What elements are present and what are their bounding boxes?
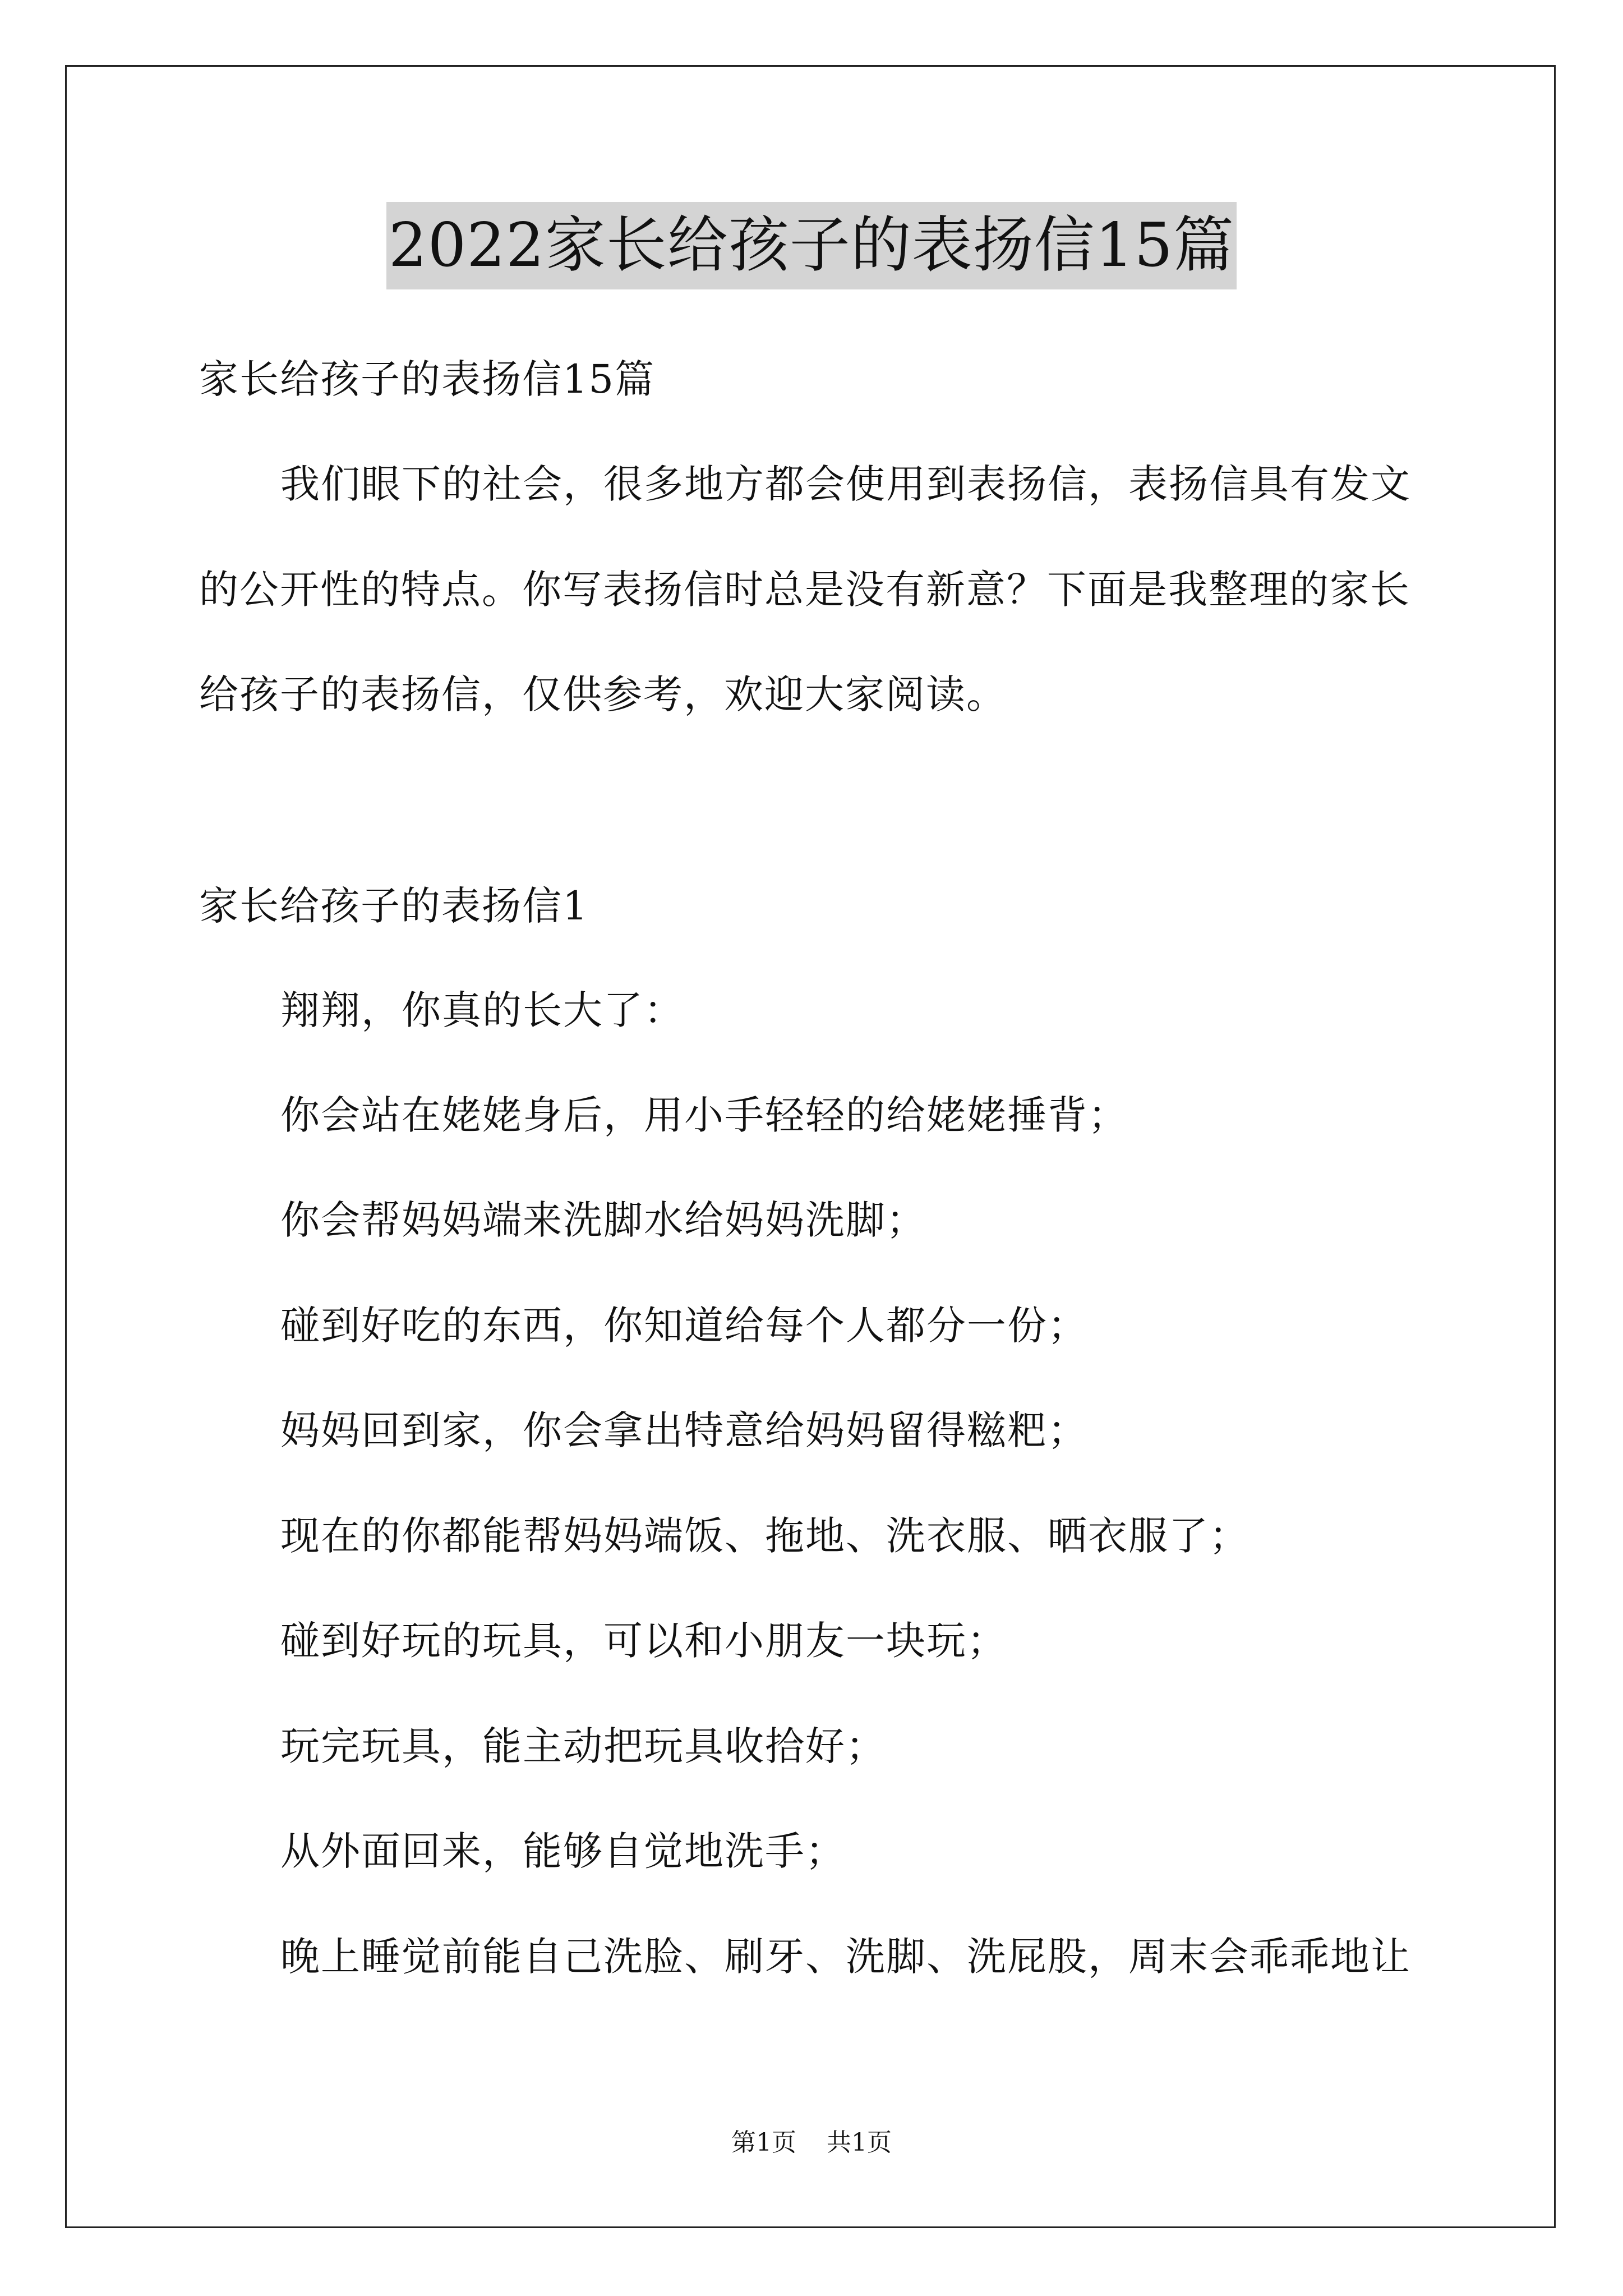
letter-line-7: 碰到好玩的玩具，可以和小朋友一块玩；	[280, 1618, 1007, 1664]
letter-line-5: 妈妈回到家，你会拿出特意给妈妈留得糍粑；	[280, 1407, 1088, 1453]
intro-line-2: 的公开性的特点。你写表扬信时总是没有新意？下面是我整理的家长	[199, 567, 1410, 613]
subtitle: 家长给孩子的表扬信15篇	[199, 356, 656, 402]
letter-line-4: 碰到好吃的东西，你知道给每个人都分一份；	[280, 1303, 1088, 1349]
page-footer	[0, 2126, 1623, 2160]
document-title: 2022家长给孩子的表扬信15篇	[386, 202, 1237, 289]
letter-line-3: 你会帮妈妈端来洗脚水给妈妈洗脚；	[280, 1197, 926, 1243]
letter-line-9: 从外面回来，能够自觉地洗手；	[280, 1828, 846, 1874]
page-number-total: 共1页	[827, 2128, 892, 2157]
title-container	[0, 202, 1623, 289]
letter-line-8: 玩完玩具，能主动把玩具收拾好；	[280, 1723, 886, 1769]
section-heading: 家长给孩子的表扬信1	[199, 883, 589, 929]
letter-line-10: 晚上睡觉前能自己洗脸、刷牙、洗脚、洗屁股，周末会乖乖地让	[280, 1934, 1411, 1980]
intro-line-1: 我们眼下的社会，很多地方都会使用到表扬信，表扬信具有发文	[280, 461, 1411, 507]
letter-line-1: 翔翔，你真的长大了：	[280, 987, 684, 1033]
intro-line-3: 给孩子的表扬信，仅供参考，欢迎大家阅读。	[199, 671, 1007, 717]
page-number-current: 第1页	[731, 2128, 796, 2157]
letter-line-6: 现在的你都能帮妈妈端饭、拖地、洗衣服、晒衣服了；	[280, 1513, 1249, 1559]
letter-line-2: 你会站在姥姥身后，用小手轻轻的给姥姥捶背；	[280, 1092, 1128, 1138]
